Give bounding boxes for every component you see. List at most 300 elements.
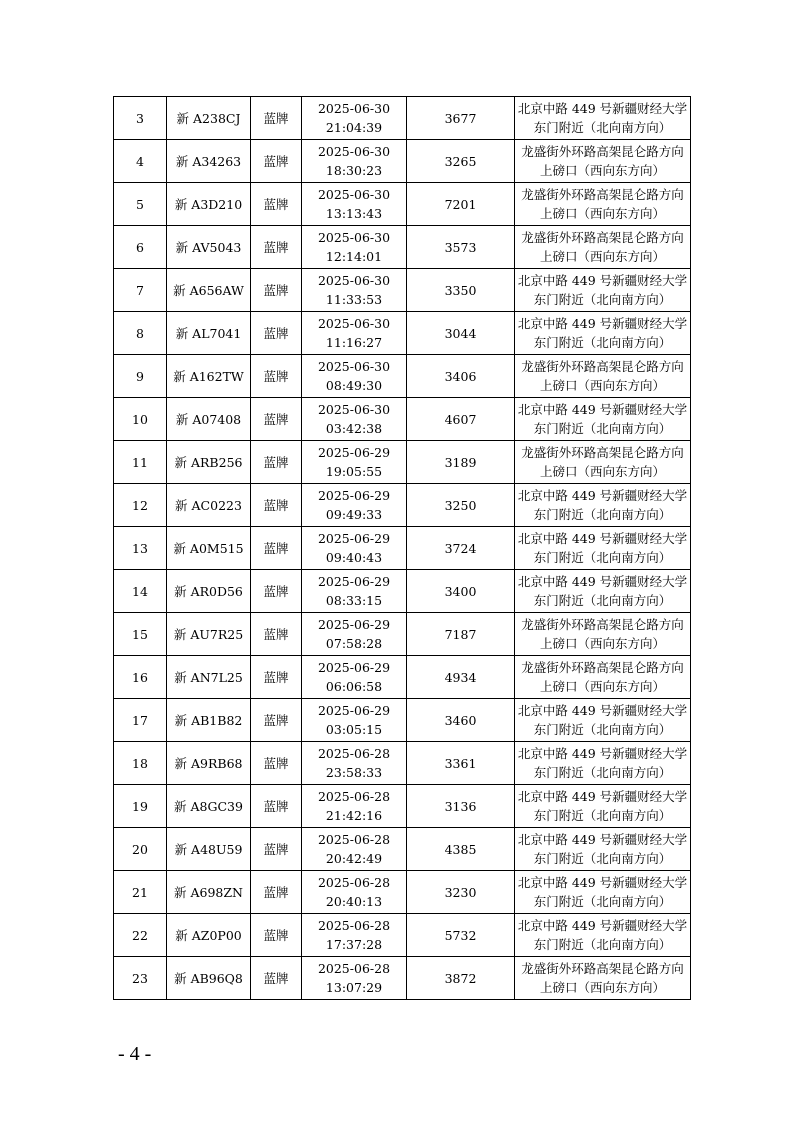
capture-time: 13:07:29 <box>325 980 383 995</box>
capture-date: 2025-06-29 <box>317 703 391 718</box>
plate-color: 蓝牌 <box>263 583 289 599</box>
capture-time-cell <box>302 269 407 312</box>
capture-time: 23:58:33 <box>325 765 383 780</box>
table-row <box>114 226 691 269</box>
plate-number: 新 AU7R25 <box>173 626 244 642</box>
plate-number-cell <box>167 613 251 656</box>
capture-date: 2025-06-29 <box>317 617 391 632</box>
row-index: 21 <box>132 884 148 900</box>
capture-date: 2025-06-30 <box>317 402 391 417</box>
location-line-1: 龙盛街外环路高架昆仑路方向 <box>521 230 684 245</box>
capture-time: 11:33:53 <box>325 292 383 307</box>
capture-time: 12:14:01 <box>325 249 383 264</box>
capture-date: 2025-06-30 <box>317 230 391 245</box>
location-cell <box>515 742 691 785</box>
plate-color: 蓝牌 <box>263 454 289 470</box>
plate-number-cell <box>167 355 251 398</box>
row-index: 4 <box>136 153 144 169</box>
plate-number: 新 AZ0P00 <box>175 927 242 943</box>
plate-color-cell <box>251 97 302 140</box>
capture-time: 09:49:33 <box>325 507 383 522</box>
capture-time: 20:42:49 <box>325 851 383 866</box>
plate-color: 蓝牌 <box>263 755 289 771</box>
location-line-2: 东门附近（北向南方向） <box>533 335 672 350</box>
plate-color: 蓝牌 <box>263 798 289 814</box>
location-line-2: 上磅口（西向东方向） <box>539 206 665 221</box>
record-value: 4385 <box>444 841 477 857</box>
plate-color: 蓝牌 <box>263 712 289 728</box>
plate-number-cell <box>167 97 251 140</box>
row-index: 19 <box>132 798 148 814</box>
capture-time: 13:13:43 <box>325 206 383 221</box>
record-value: 3677 <box>444 110 477 126</box>
location-cell <box>515 269 691 312</box>
plate-number-cell <box>167 656 251 699</box>
plate-color-cell <box>251 484 302 527</box>
value-cell <box>407 699 515 742</box>
capture-time-cell <box>302 613 407 656</box>
capture-date: 2025-06-30 <box>317 187 391 202</box>
capture-time: 17:37:28 <box>325 937 383 952</box>
record-value: 4607 <box>444 411 477 427</box>
location-cell <box>515 226 691 269</box>
value-cell <box>407 957 515 1000</box>
capture-time-cell <box>302 312 407 355</box>
row-index-cell <box>114 570 167 613</box>
capture-time-cell <box>302 914 407 957</box>
row-index: 23 <box>132 970 148 986</box>
record-value: 4934 <box>444 669 477 685</box>
capture-time: 03:05:15 <box>325 722 383 737</box>
location-cell <box>515 355 691 398</box>
plate-number-cell <box>167 699 251 742</box>
capture-time-cell <box>302 656 407 699</box>
plate-color: 蓝牌 <box>263 626 289 642</box>
table-row <box>114 312 691 355</box>
location-line-1: 龙盛街外环路高架昆仑路方向 <box>521 660 684 675</box>
location-line-2: 上磅口（西向东方向） <box>539 378 665 393</box>
value-cell <box>407 312 515 355</box>
plate-number: 新 AV5043 <box>175 239 242 255</box>
capture-date: 2025-06-28 <box>317 789 391 804</box>
location-line-1: 龙盛街外环路高架昆仑路方向 <box>521 617 684 632</box>
plate-number-cell <box>167 828 251 871</box>
location-cell <box>515 957 691 1000</box>
plate-number: 新 AC0223 <box>175 497 242 513</box>
table-row <box>114 140 691 183</box>
capture-time-cell <box>302 484 407 527</box>
value-cell <box>407 656 515 699</box>
plate-number: 新 A0M515 <box>173 540 244 556</box>
plate-number-cell <box>167 742 251 785</box>
plate-color: 蓝牌 <box>263 669 289 685</box>
capture-time-cell <box>302 140 407 183</box>
row-index-cell <box>114 785 167 828</box>
plate-number: 新 A698ZN <box>174 884 243 900</box>
capture-date: 2025-06-28 <box>317 832 391 847</box>
capture-time-cell <box>302 183 407 226</box>
plate-number: 新 AN7L25 <box>174 669 243 685</box>
value-cell <box>407 441 515 484</box>
row-index: 17 <box>132 712 148 728</box>
location-line-1: 北京中路 449 号新疆财经大学 <box>517 789 688 804</box>
table-row <box>114 914 691 957</box>
location-line-2: 东门附近（北向南方向） <box>533 550 672 565</box>
capture-date: 2025-06-30 <box>317 144 391 159</box>
capture-time: 09:40:43 <box>325 550 383 565</box>
row-index: 14 <box>132 583 148 599</box>
plate-color-cell <box>251 312 302 355</box>
plate-color: 蓝牌 <box>263 110 289 126</box>
record-value: 3265 <box>444 153 477 169</box>
row-index-cell <box>114 828 167 871</box>
location-cell <box>515 97 691 140</box>
plate-color-cell <box>251 914 302 957</box>
plate-number-cell <box>167 527 251 570</box>
table-row <box>114 183 691 226</box>
table-row <box>114 269 691 312</box>
plate-color-cell <box>251 871 302 914</box>
table-row <box>114 97 691 140</box>
location-cell <box>515 871 691 914</box>
record-value: 3230 <box>444 884 477 900</box>
plate-number-cell <box>167 871 251 914</box>
row-index-cell <box>114 742 167 785</box>
plate-color: 蓝牌 <box>263 927 289 943</box>
row-index: 13 <box>132 540 148 556</box>
plate-number-cell <box>167 226 251 269</box>
row-index: 22 <box>132 927 148 943</box>
plate-number: 新 A162TW <box>173 368 244 384</box>
location-cell <box>515 312 691 355</box>
row-index-cell <box>114 312 167 355</box>
capture-time-cell <box>302 699 407 742</box>
location-line-1: 北京中路 449 号新疆财经大学 <box>517 316 688 331</box>
location-line-2: 上磅口（西向东方向） <box>539 636 665 651</box>
value-cell <box>407 570 515 613</box>
row-index: 15 <box>132 626 148 642</box>
record-value: 5732 <box>444 927 477 943</box>
location-line-2: 东门附近（北向南方向） <box>533 808 672 823</box>
row-index-cell <box>114 871 167 914</box>
row-index: 5 <box>136 196 144 212</box>
location-line-1: 北京中路 449 号新疆财经大学 <box>517 488 688 503</box>
capture-date: 2025-06-30 <box>317 101 391 116</box>
table-row <box>114 441 691 484</box>
capture-date: 2025-06-29 <box>317 574 391 589</box>
plate-number: 新 A3D210 <box>174 196 243 212</box>
table-row <box>114 484 691 527</box>
capture-date: 2025-06-30 <box>317 273 391 288</box>
location-cell <box>515 656 691 699</box>
location-line-1: 龙盛街外环路高架昆仑路方向 <box>521 144 684 159</box>
capture-date: 2025-06-28 <box>317 875 391 890</box>
row-index-cell <box>114 441 167 484</box>
location-cell <box>515 613 691 656</box>
location-cell <box>515 140 691 183</box>
capture-date: 2025-06-29 <box>317 488 391 503</box>
value-cell <box>407 484 515 527</box>
capture-time-cell <box>302 957 407 1000</box>
capture-time: 19:05:55 <box>325 464 383 479</box>
row-index: 20 <box>132 841 148 857</box>
location-line-1: 北京中路 449 号新疆财经大学 <box>517 746 688 761</box>
capture-time: 06:06:58 <box>325 679 383 694</box>
plate-color: 蓝牌 <box>263 153 289 169</box>
value-cell <box>407 785 515 828</box>
row-index: 10 <box>132 411 148 427</box>
capture-time: 08:33:15 <box>325 593 383 608</box>
capture-time: 03:42:38 <box>325 421 383 436</box>
plate-number-cell <box>167 140 251 183</box>
row-index: 8 <box>136 325 144 341</box>
record-value: 3250 <box>444 497 477 513</box>
plate-color-cell <box>251 140 302 183</box>
plate-number: 新 AL7041 <box>175 325 242 341</box>
capture-date: 2025-06-29 <box>317 660 391 675</box>
plate-color-cell <box>251 527 302 570</box>
location-line-2: 东门附近（北向南方向） <box>533 851 672 866</box>
capture-time: 07:58:28 <box>325 636 383 651</box>
location-cell <box>515 570 691 613</box>
capture-time-cell <box>302 226 407 269</box>
value-cell <box>407 269 515 312</box>
table-row <box>114 656 691 699</box>
location-line-1: 龙盛街外环路高架昆仑路方向 <box>521 187 684 202</box>
capture-date: 2025-06-28 <box>317 918 391 933</box>
table-row <box>114 570 691 613</box>
location-line-2: 东门附近（北向南方向） <box>533 593 672 608</box>
location-line-1: 龙盛街外环路高架昆仑路方向 <box>521 359 684 374</box>
plate-number-cell <box>167 269 251 312</box>
location-line-1: 北京中路 449 号新疆财经大学 <box>517 402 688 417</box>
row-index: 18 <box>132 755 148 771</box>
plate-color-cell <box>251 742 302 785</box>
capture-time-cell <box>302 441 407 484</box>
location-cell <box>515 699 691 742</box>
row-index: 9 <box>136 368 144 384</box>
location-cell <box>515 828 691 871</box>
table-row <box>114 699 691 742</box>
plate-number: 新 AR0D56 <box>174 583 243 599</box>
plate-number: 新 AB96Q8 <box>174 970 243 986</box>
location-line-1: 北京中路 449 号新疆财经大学 <box>517 531 688 546</box>
location-cell <box>515 183 691 226</box>
row-index-cell <box>114 527 167 570</box>
location-line-2: 上磅口（西向东方向） <box>539 163 665 178</box>
record-value: 3044 <box>444 325 477 341</box>
location-line-2: 东门附近（北向南方向） <box>533 421 672 436</box>
plate-color: 蓝牌 <box>263 196 289 212</box>
plate-color: 蓝牌 <box>263 282 289 298</box>
location-line-1: 北京中路 449 号新疆财经大学 <box>517 832 688 847</box>
record-value: 3350 <box>444 282 477 298</box>
plate-number: 新 A656AW <box>173 282 244 298</box>
capture-time: 18:30:23 <box>325 163 383 178</box>
plate-color: 蓝牌 <box>263 841 289 857</box>
plate-color: 蓝牌 <box>263 325 289 341</box>
record-value: 3406 <box>444 368 477 384</box>
location-line-2: 东门附近（北向南方向） <box>533 120 672 135</box>
plate-color-cell <box>251 570 302 613</box>
row-index-cell <box>114 957 167 1000</box>
location-line-2: 上磅口（西向东方向） <box>539 464 665 479</box>
plate-color-cell <box>251 226 302 269</box>
capture-time-cell <box>302 828 407 871</box>
record-value: 3400 <box>444 583 477 599</box>
plate-number-cell <box>167 441 251 484</box>
capture-time-cell <box>302 97 407 140</box>
capture-time: 20:40:13 <box>325 894 383 909</box>
location-cell <box>515 914 691 957</box>
value-cell <box>407 183 515 226</box>
plate-color: 蓝牌 <box>263 884 289 900</box>
capture-time-cell <box>302 742 407 785</box>
location-line-2: 东门附近（北向南方向） <box>533 894 672 909</box>
plate-number: 新 A34263 <box>175 153 242 169</box>
location-line-1: 北京中路 449 号新疆财经大学 <box>517 703 688 718</box>
row-index-cell <box>114 183 167 226</box>
location-line-2: 东门附近（北向南方向） <box>533 765 672 780</box>
table-row <box>114 527 691 570</box>
plate-number: 新 ARB256 <box>174 454 243 470</box>
table-row <box>114 355 691 398</box>
row-index: 16 <box>132 669 148 685</box>
location-line-2: 上磅口（西向东方向） <box>539 249 665 264</box>
location-cell <box>515 441 691 484</box>
plate-number-cell <box>167 570 251 613</box>
capture-time-cell <box>302 527 407 570</box>
plate-number-cell <box>167 957 251 1000</box>
plate-number: 新 A8GC39 <box>174 798 243 814</box>
record-value: 7201 <box>444 196 477 212</box>
row-index-cell <box>114 914 167 957</box>
row-index-cell <box>114 140 167 183</box>
plate-color-cell <box>251 398 302 441</box>
capture-time-cell <box>302 398 407 441</box>
value-cell <box>407 914 515 957</box>
plate-number: 新 A9RB68 <box>174 755 243 771</box>
records-table <box>113 96 691 1000</box>
capture-time-cell <box>302 355 407 398</box>
plate-color: 蓝牌 <box>263 497 289 513</box>
location-line-1: 北京中路 449 号新疆财经大学 <box>517 273 688 288</box>
plate-color-cell <box>251 613 302 656</box>
location-cell <box>515 484 691 527</box>
plate-color-cell <box>251 183 302 226</box>
table-row <box>114 785 691 828</box>
row-index-cell <box>114 484 167 527</box>
table-row <box>114 957 691 1000</box>
location-line-2: 上磅口（西向东方向） <box>539 980 665 995</box>
location-line-2: 上磅口（西向东方向） <box>539 679 665 694</box>
location-line-2: 东门附近（北向南方向） <box>533 507 672 522</box>
location-line-1: 北京中路 449 号新疆财经大学 <box>517 918 688 933</box>
record-value: 7187 <box>444 626 477 642</box>
row-index: 6 <box>136 239 144 255</box>
plate-color: 蓝牌 <box>263 540 289 556</box>
records-table-body <box>114 97 691 1000</box>
row-index-cell <box>114 269 167 312</box>
record-value: 3460 <box>444 712 477 728</box>
plate-number-cell <box>167 914 251 957</box>
plate-number-cell <box>167 183 251 226</box>
plate-color: 蓝牌 <box>263 970 289 986</box>
location-line-2: 东门附近（北向南方向） <box>533 722 672 737</box>
row-index-cell <box>114 613 167 656</box>
location-cell <box>515 398 691 441</box>
plate-number-cell <box>167 312 251 355</box>
plate-number-cell <box>167 484 251 527</box>
table-row <box>114 742 691 785</box>
location-line-1: 北京中路 449 号新疆财经大学 <box>517 101 688 116</box>
capture-date: 2025-06-28 <box>317 961 391 976</box>
table-row <box>114 871 691 914</box>
plate-color: 蓝牌 <box>263 239 289 255</box>
location-line-1: 龙盛街外环路高架昆仑路方向 <box>521 445 684 460</box>
row-index: 7 <box>136 282 144 298</box>
capture-date: 2025-06-29 <box>317 445 391 460</box>
location-line-1: 龙盛街外环路高架昆仑路方向 <box>521 961 684 976</box>
plate-color-cell <box>251 269 302 312</box>
plate-number-cell <box>167 785 251 828</box>
plate-color: 蓝牌 <box>263 368 289 384</box>
row-index-cell <box>114 97 167 140</box>
row-index-cell <box>114 699 167 742</box>
row-index-cell <box>114 226 167 269</box>
capture-time: 08:49:30 <box>325 378 383 393</box>
capture-date: 2025-06-30 <box>317 359 391 374</box>
capture-time: 21:04:39 <box>325 120 383 135</box>
value-cell <box>407 742 515 785</box>
row-index: 12 <box>132 497 148 513</box>
record-value: 3724 <box>444 540 477 556</box>
plate-number: 新 A07408 <box>175 411 242 427</box>
plate-number: 新 A48U59 <box>174 841 243 857</box>
plate-color-cell <box>251 441 302 484</box>
value-cell <box>407 613 515 656</box>
location-cell <box>515 527 691 570</box>
plate-number: 新 A238CJ <box>176 110 241 126</box>
plate-color-cell <box>251 828 302 871</box>
plate-color-cell <box>251 355 302 398</box>
plate-color: 蓝牌 <box>263 411 289 427</box>
row-index-cell <box>114 355 167 398</box>
capture-date: 2025-06-28 <box>317 746 391 761</box>
capture-date: 2025-06-29 <box>317 531 391 546</box>
plate-number-cell <box>167 398 251 441</box>
row-index: 11 <box>132 454 148 470</box>
page-number: - 4 - <box>118 1043 152 1065</box>
plate-number: 新 AB1B82 <box>174 712 243 728</box>
record-value: 3136 <box>444 798 477 814</box>
record-value: 3361 <box>444 755 477 771</box>
capture-time: 21:42:16 <box>325 808 383 823</box>
row-index: 3 <box>136 110 144 126</box>
record-value: 3872 <box>444 970 477 986</box>
plate-color-cell <box>251 699 302 742</box>
value-cell <box>407 97 515 140</box>
plate-color-cell <box>251 656 302 699</box>
value-cell <box>407 226 515 269</box>
value-cell <box>407 140 515 183</box>
capture-time: 11:16:27 <box>325 335 383 350</box>
capture-time-cell <box>302 871 407 914</box>
value-cell <box>407 871 515 914</box>
plate-color-cell <box>251 785 302 828</box>
capture-time-cell <box>302 570 407 613</box>
capture-time-cell <box>302 785 407 828</box>
